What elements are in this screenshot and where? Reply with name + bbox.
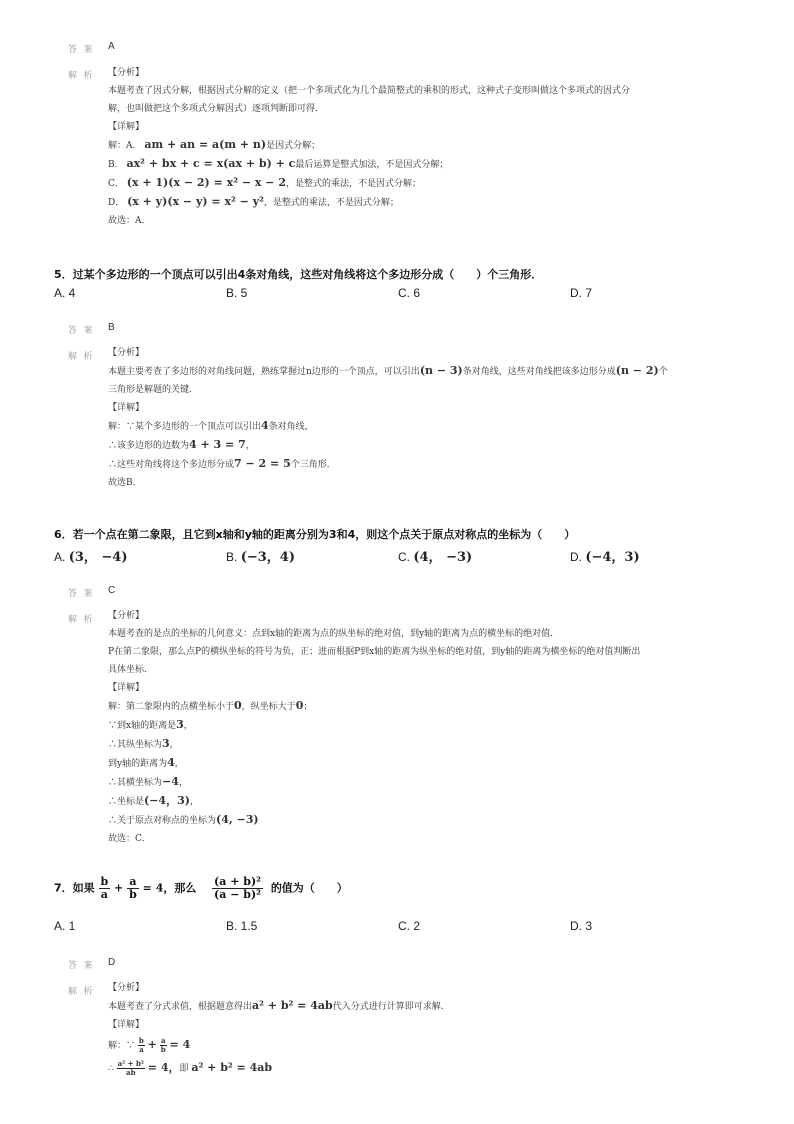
numerator: a² + b² (117, 1059, 144, 1068)
detail-heading: 【详解】 (108, 683, 145, 693)
fraction-b-over-a (99, 876, 111, 901)
analysis-label: 解 析 (68, 351, 95, 361)
analysis-text: 本题考查了因式分解，根据因式分解的定义（把一个多项式化为几个最简整式的乘积的形式，这种式子变形叫做这个多项式的因式分 (108, 86, 631, 96)
detail-text: ∴ (108, 1064, 114, 1074)
fraction-a-over-b (160, 1037, 167, 1054)
detail-line (108, 417, 668, 436)
analysis-heading: 【分析】 (108, 983, 145, 993)
math-expression: (4, −3) (216, 813, 259, 826)
answer-label: 答 案 (68, 44, 95, 54)
math-expression: a² + b² = 4ab (252, 999, 333, 1012)
analysis-text: 本题考查了分式求值，根据题意得出 (108, 1002, 253, 1012)
q5-option-b: B. 5 (226, 286, 248, 300)
option-math: (−4，3) (585, 550, 640, 565)
analysis-text: 代入分式进行计算即可求解． (332, 1002, 450, 1012)
detail-text: B． (108, 160, 124, 170)
analysis-line (108, 997, 450, 1016)
analysis-text: 本题主要考查了多边形的对角线问题，熟练掌握过n边形的一个顶点，可以引出 (108, 367, 420, 377)
equals-value: = 4 (169, 1038, 191, 1051)
detail-line (108, 754, 640, 773)
detail-text: 解：∵某个多边形的一个顶点可以引出 (108, 422, 262, 432)
detail-text: ， (178, 778, 188, 788)
q7-option-a: A. 1 (54, 919, 76, 933)
answer-label: 答 案 (68, 325, 95, 335)
math-expression: 4 (261, 419, 269, 432)
analysis-heading: 【分析】 (108, 348, 145, 358)
detail-text: ， (183, 721, 193, 731)
detail-line (108, 716, 640, 735)
detail-heading: 【详解】 (108, 1020, 145, 1030)
analysis-text: 本题考查的是点的坐标的几何意义：点到x轴的距离为点的纵坐标的绝对值，到y轴的距离为点的横坐标的绝对值． (108, 629, 560, 639)
option-letter: B. (226, 550, 238, 564)
math-expression: 3 (162, 737, 170, 750)
detail-line (108, 735, 640, 754)
detail-text: 是因式分解； (266, 141, 321, 151)
detail-text: D． (108, 198, 125, 208)
q4-explanation (108, 64, 630, 230)
detail-line (108, 1034, 450, 1057)
detail-line (108, 792, 640, 811)
analysis-text: 具体坐标． (108, 665, 154, 675)
detail-line (108, 136, 630, 155)
detail-text: ∴其横坐标为 (108, 778, 163, 788)
option-letter: D. (570, 550, 582, 564)
math-expression: 4 + 3 = 7 (189, 438, 246, 451)
math-expression: (x + y)(x − y) = x² − y² (127, 195, 264, 208)
q7-option-b: B. 1.5 (226, 919, 258, 933)
detail-line (108, 436, 668, 455)
option-math: (4， −3) (413, 550, 473, 565)
detail-text: 解：∵ (108, 1041, 136, 1051)
conclusion: 故选：A． (108, 216, 151, 226)
detail-text: ∴坐标是 (108, 797, 145, 807)
analysis-heading: 【分析】 (108, 611, 145, 621)
q5-option-d: D. 7 (570, 286, 593, 300)
equals-value: = 4， (142, 881, 175, 895)
detail-line (108, 174, 630, 193)
analysis-heading: 【分析】 (108, 68, 145, 78)
option-letter: A. (54, 550, 66, 564)
question-text: 那么 (174, 881, 197, 895)
q5-answer: B (108, 322, 115, 333)
fraction-sum-over-ab (117, 1060, 145, 1077)
question-text: 7．如果 (54, 881, 95, 895)
equals-value: = 4， (147, 1061, 180, 1074)
detail-text: ∴其纵坐标为 (108, 740, 163, 750)
denominator: ab (126, 1068, 136, 1077)
detail-text: 解：A． (108, 141, 142, 151)
detail-line (108, 455, 668, 474)
option-letter: C. (398, 550, 410, 564)
detail-text: ， (174, 759, 184, 769)
option-math: (3， −4) (68, 550, 128, 565)
q6-option-a (54, 546, 128, 565)
detail-line (108, 1057, 450, 1080)
math-expression: (n − 2) (615, 364, 659, 377)
conclusion: 故选B． (108, 478, 142, 488)
q6-option-c (398, 546, 472, 565)
detail-text: ， (189, 797, 199, 807)
numerator: (a + b)² (214, 875, 261, 888)
analysis-text: 条对角线，这些对角线把该多边形分成 (462, 367, 616, 377)
detail-text: ； (303, 702, 313, 712)
question-text: 的值为（ ） (270, 881, 348, 895)
detail-text: ， (245, 441, 255, 451)
detail-text: ，是整式的乘法，不是因式分解； (285, 179, 421, 189)
detail-text: C． (108, 179, 124, 189)
math-expression: a² + b² = 4ab (191, 1061, 273, 1074)
detail-line (108, 811, 640, 830)
denominator: b (129, 888, 137, 901)
analysis-label: 解 析 (68, 614, 95, 624)
fraction-a-over-b (127, 876, 139, 901)
q7-option-c: C. 2 (398, 919, 421, 933)
q6-option-d (570, 546, 640, 565)
math-expression: (x + 1)(x − 2) = x² − x − 2 (126, 176, 286, 189)
math-expression: 3 (176, 718, 184, 731)
math-expression: 0 (234, 699, 242, 712)
detail-text: 最后运算是整式加法，不是因式分解； (295, 160, 449, 170)
q7-question (54, 876, 348, 901)
option-math: (−3，4) (240, 550, 295, 565)
detail-text: ∴这些对角线将这个多边形分成 (108, 460, 235, 470)
denominator: a (100, 888, 108, 901)
detail-heading: 【详解】 (108, 122, 145, 132)
analysis-label: 解 析 (68, 986, 95, 996)
detail-text: 条对角线， (268, 422, 314, 432)
detail-line (108, 193, 630, 212)
numerator: b (100, 875, 109, 888)
analysis-text: P在第二象限，那么点P的横纵坐标的符号为负，正；进而根据P到x轴的距离为纵坐标的绝对值，到y轴的距离为横坐标的绝对值判断出 (108, 647, 641, 657)
math-expression: (−4，3) (144, 794, 190, 807)
detail-text: ∵到x轴的距离是 (108, 721, 177, 731)
analysis-text: 解，也叫做把这个多项式分解因式）逐项判断即可得． (108, 104, 325, 114)
math-expression: 4 (167, 756, 175, 769)
answer-label: 答 案 (68, 960, 95, 970)
denominator: a (139, 1045, 144, 1054)
detail-text: 到y轴的距离为 (108, 759, 168, 769)
plus-sign: + (114, 881, 124, 895)
math-expression: −4 (162, 775, 179, 788)
q7-option-d: D. 3 (570, 919, 593, 933)
detail-text: ，纵坐标大于 (241, 702, 296, 712)
q5-option-c: C. 6 (398, 286, 421, 300)
q6-explanation (108, 607, 640, 848)
denominator: (a − b)² (214, 888, 261, 901)
math-expression: am + an = a(m + n) (144, 138, 267, 151)
math-expression: 0 (295, 699, 304, 712)
detail-text: ， (169, 740, 179, 750)
detail-text: ∴该多边形的边数为 (108, 441, 190, 451)
math-expression: (n − 3) (419, 364, 463, 377)
numerator: a (127, 876, 139, 889)
numerator: a (160, 1036, 166, 1045)
fraction-target (212, 876, 263, 901)
numerator: b (138, 1036, 144, 1045)
plus-sign: + (147, 1038, 157, 1051)
analysis-line (108, 362, 668, 381)
q7-answer: D (108, 957, 116, 968)
analysis-text: 三角形是解题的关键． (108, 385, 199, 395)
detail-text: ∴关于原点对称点的坐标为 (108, 816, 217, 826)
q5-explanation (108, 344, 668, 492)
q6-answer: C (108, 585, 116, 596)
q6-question: 6．若一个点在第二象限，且它到x轴和y轴的距离分别为3和4，则这个点关于原点对称点的坐标为（ ） (54, 528, 576, 541)
detail-heading: 【详解】 (108, 403, 145, 413)
detail-line (108, 773, 640, 792)
conclusion: 故选：C． (108, 834, 151, 844)
detail-line (108, 697, 640, 716)
q6-option-b (226, 546, 295, 565)
q4-answer: A (108, 41, 115, 52)
analysis-label: 解 析 (68, 70, 95, 80)
q5-option-a: A. 4 (54, 286, 76, 300)
answer-label: 答 案 (68, 588, 95, 598)
math-expression: ax² + bx + c = x(ax + b) + c (126, 157, 296, 170)
detail-text: 解：第二象限内的点横坐标小于 (108, 702, 235, 712)
q5-question: 5．过某个多边形的一个顶点可以引出4条对角线，这些对角线将这个多边形分成（ ）个三角形． (54, 268, 543, 281)
detail-line (108, 155, 630, 174)
q7-explanation (108, 979, 450, 1080)
denominator: b (160, 1045, 166, 1054)
detail-text: 即 (179, 1064, 189, 1074)
math-expression: 7 − 2 = 5 (234, 457, 291, 470)
detail-text: 个三角形． (290, 460, 336, 470)
analysis-text: 个 (658, 367, 668, 377)
detail-text: ，是整式的乘法，不是因式分解； (263, 198, 399, 208)
fraction-b-over-a (138, 1037, 145, 1054)
